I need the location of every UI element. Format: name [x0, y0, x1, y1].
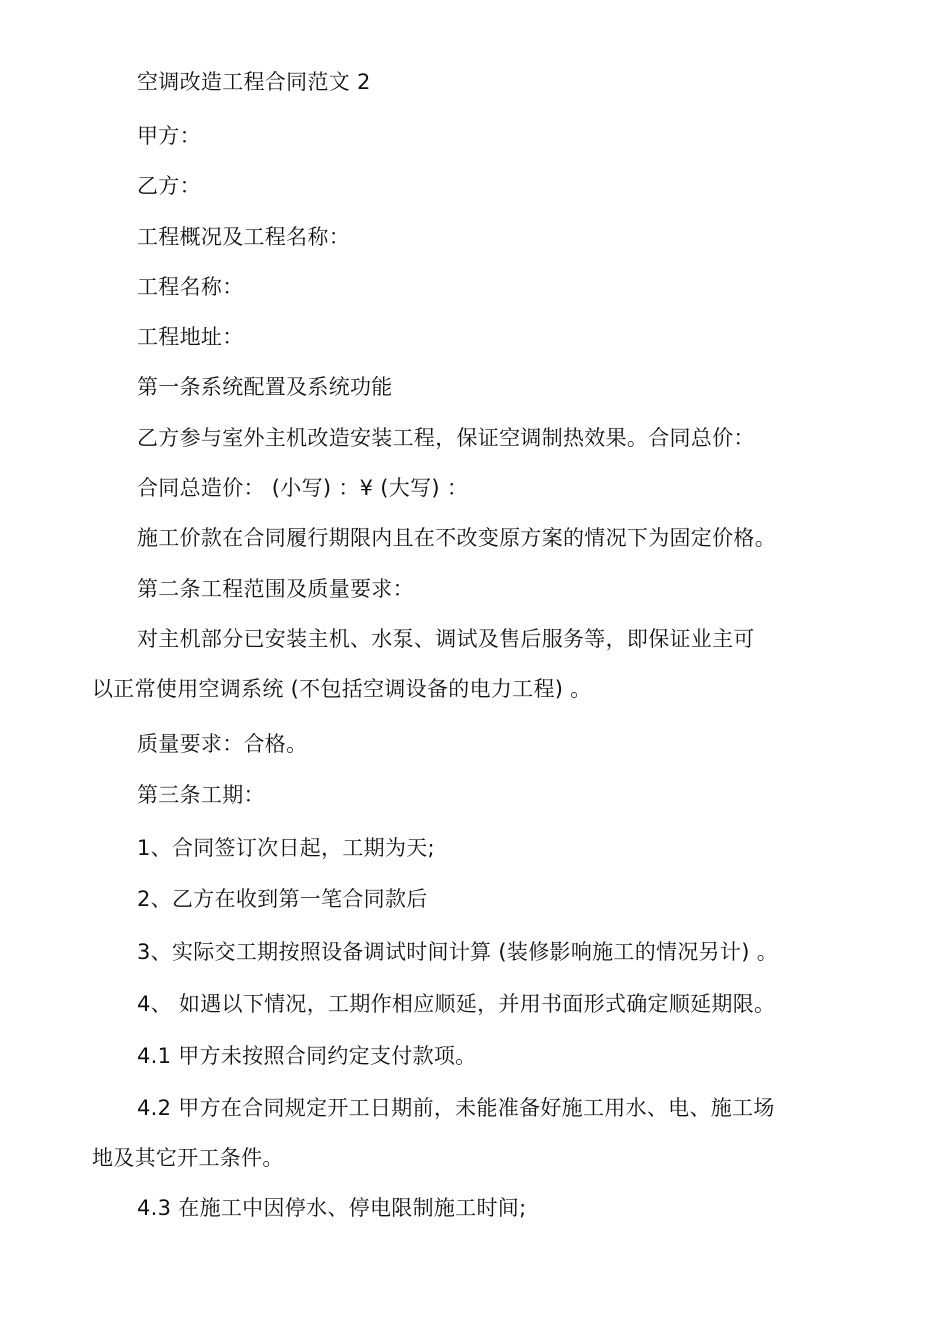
- project-name-label: 工程名称：: [137, 275, 244, 299]
- party-b-label: 乙方：: [137, 174, 201, 198]
- schedule-item-2: 2、乙方在收到第一笔合同款后: [137, 887, 428, 911]
- document-title: 空调改造工程合同范文 2: [137, 70, 371, 94]
- article1-text: 乙方参与室外主机改造安装工程，保证空调制热效果。合同总价：: [137, 426, 755, 450]
- overview-heading: 工程概况及工程名称：: [137, 225, 350, 249]
- article3-heading: 第三条工期：: [137, 783, 265, 807]
- total-price-line: 合同总造价： (小写) ：¥ (大写) ：: [137, 476, 469, 500]
- schedule-item-4: 4、 如遇以下情况，工期作相应顺延，并用书面形式确定顺延期限。: [137, 992, 776, 1016]
- article1-heading: 第一条系统配置及系统功能: [137, 375, 393, 399]
- schedule-item-4-2-line-2: 地及其它开工条件。: [92, 1146, 284, 1170]
- schedule-item-4-2-line-1: 4.2 甲方在合同规定开工日期前，未能准备好施工用水、电、施工场: [137, 1096, 775, 1120]
- scope-line-1: 对主机部分已安装主机、水泵、调试及售后服务等，即保证业主可: [137, 627, 755, 651]
- schedule-item-4-1: 4.1 甲方未按照合同约定支付款项。: [137, 1044, 477, 1068]
- schedule-item-3: 3、实际交工期按照设备调试时间计算 (装修影响施工的情况另计) 。: [137, 940, 778, 964]
- fixed-price-note: 施工价款在合同履行期限内且在不改变原方案的情况下为固定价格。: [137, 526, 776, 550]
- project-address-label: 工程地址：: [137, 325, 244, 349]
- scope-line-2: 以正常使用空调系统 (不包括空调设备的电力工程) 。: [92, 677, 592, 701]
- schedule-item-1: 1、合同签订次日起，工期为天;: [137, 836, 435, 860]
- party-a-label: 甲方：: [137, 124, 201, 148]
- article2-heading: 第二条工程范围及质量要求：: [137, 577, 414, 601]
- quality-requirement: 质量要求：合格。: [137, 732, 308, 756]
- schedule-item-4-3: 4.3 在施工中因停水、停电限制施工时间;: [137, 1196, 527, 1220]
